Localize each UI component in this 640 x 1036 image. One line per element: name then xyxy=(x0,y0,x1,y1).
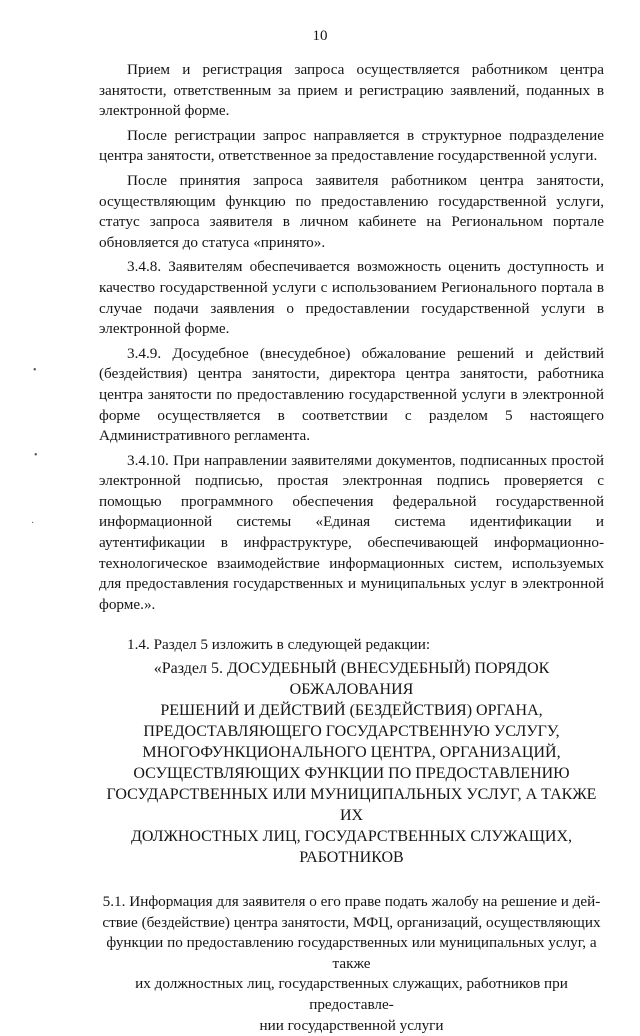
heading-line: ДОЛЖНОСТНЫХ ЛИЦ, ГОСУДАРСТВЕННЫХ СЛУЖАЩИХ, РАБОТНИКОВ xyxy=(130,828,573,867)
heading-line: ОСУЩЕСТВЛЯЮЩИХ ФУНКЦИИ ПО ПРЕДОСТАВЛЕНИЮ xyxy=(133,765,570,783)
heading-line: ГОСУДАРСТВЕННЫХ ИЛИ МУНИЦИПАЛЬНЫХ УСЛУГ, А ТАКЖЕ ИХ xyxy=(106,786,597,825)
document-body xyxy=(99,60,604,1036)
paragraph-3-4-8: 3.4.8. Заявителям обеспечивается возможность оценить доступность и качество государственной услуги с использованием Регионального портала в случае подачи заявления о предоставлении государственной услуги в электронной форме. xyxy=(99,258,604,338)
section-intro: 1.4. Раздел 5 изложить в следующей редакции: xyxy=(127,636,431,654)
heading-line: «Раздел 5. ДОСУДЕБНЫЙ (ВНЕСУДЕБНЫЙ) ПОРЯДОК ОБЖАЛОВАНИЯ xyxy=(153,660,550,699)
heading-line: ПРЕДОСТАВЛЯЮЩЕГО ГОСУДАРСТВЕННУЮ УСЛУГУ, xyxy=(143,723,560,741)
paragraph-3-4-10: 3.4.10. При направлении заявителями документов, подписанных простой электронной подписью, простая электронная подпись проверяется с помощью программного обеспечения федеральной государственной информационной системы «Единая система идентификации и аутентификации в инфраструктуре, обеспечивающей информационно-технологическое взаимодействие информационных систем, используемых для предоставления государственных и муниципальных услуг в электронной форме.». xyxy=(99,451,604,613)
paragraph-status-update: После принятия запроса заявителя работником центра занятости, осуществляющим функцию по предоставлению государственной услуги, статус запроса заявителя в личном кабинете на Региональном портале обновляется до статуса «принято». xyxy=(99,171,604,251)
subsection-line: нии государственной услуги xyxy=(259,1016,444,1034)
scan-mark: • xyxy=(34,450,38,461)
paragraph-3-4-9: 3.4.9. Досудебное (внесудебное) обжалование решений и действий (бездействия) центра занятости, директора центра занятости, работника центра занятости по предоставлению государственной услуги в электронной форме осуществляется в соответствии с разделом 5 настоящего Административного регламента. xyxy=(99,344,604,445)
paragraph-after-registration: После регистрации запрос направляется в структурное подразделение центра занятости, ответственное за предоставление государственной услуги. xyxy=(99,126,604,165)
subsection-line: 5.1. Информация для заявителя о его праве подать жалобу на решение и дей- xyxy=(102,893,601,911)
subsection-line: их должностных лиц, государственных служащих, работников при предоставле- xyxy=(135,975,568,1013)
subsection-line: функции по предоставлению государственных или муниципальных услуг, а также xyxy=(106,934,597,972)
heading-line: МНОГОФУНКЦИОНАЛЬНОГО ЦЕНТРА, ОРГАНИЗАЦИЙ, xyxy=(142,744,561,762)
page-number: 10 xyxy=(312,28,328,44)
subsection-line: ствие (бездействие) центра занятости, МФЦ, организаций, осуществляющих xyxy=(102,913,601,931)
subsection-5-1-heading xyxy=(99,892,604,1036)
scan-mark: · xyxy=(31,518,35,529)
section-5-heading xyxy=(99,658,604,868)
paragraph-registration: Прием и регистрация запроса осуществляется работником центра занятости, ответственным за прием и регистрацию заявлений, поданных в электронной форме. xyxy=(99,61,604,120)
scan-mark: • xyxy=(33,365,37,376)
heading-line: РЕШЕНИЙ И ДЕЙСТВИЙ (БЕЗДЕЙСТВИЯ) ОРГАНА, xyxy=(160,702,543,720)
